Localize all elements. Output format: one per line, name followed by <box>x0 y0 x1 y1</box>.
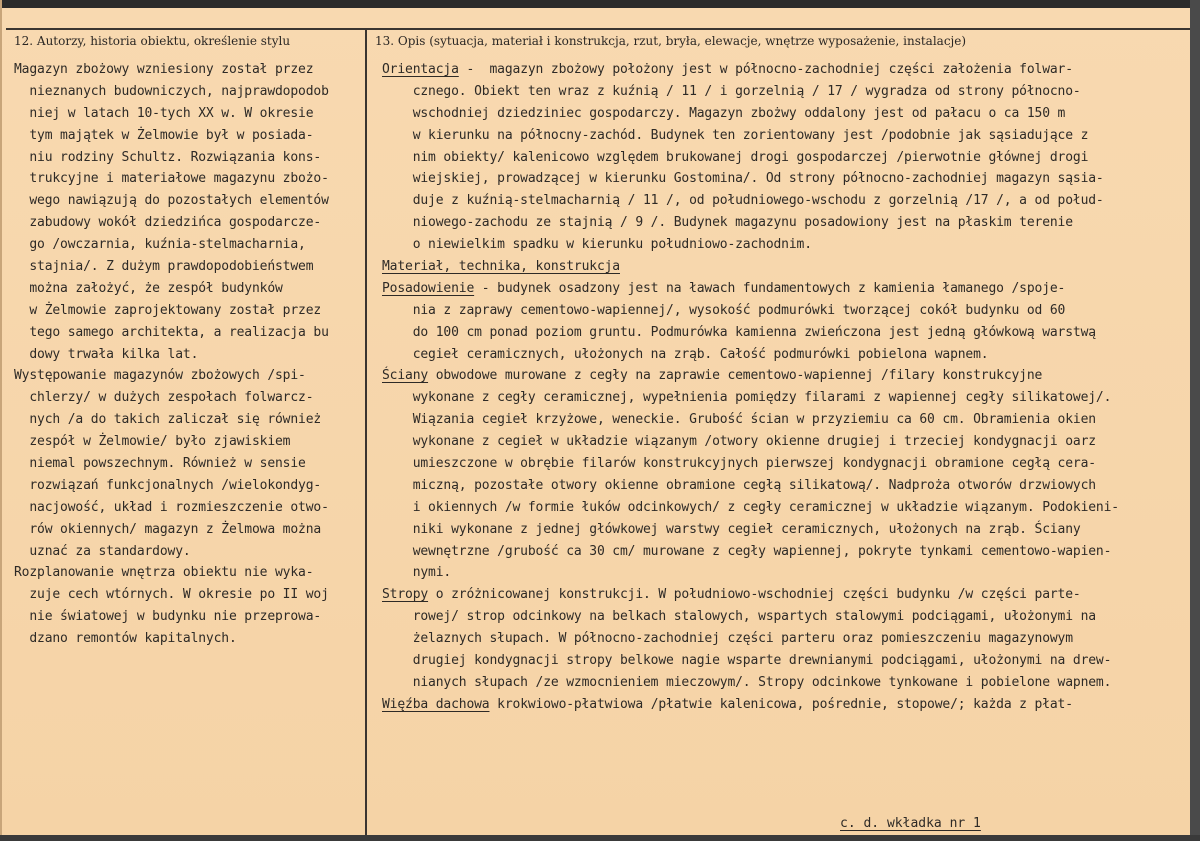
line-text: krokwiowo-płatwiowa /płatwie kalenicowa, pośrednie, stopowe/; każda z płat- <box>489 696 1073 712</box>
section-13-line <box>382 59 1192 81</box>
section-13-line <box>382 431 1192 453</box>
section-12-line: chlerzy/ w dużych zespołach folwarcz- <box>14 390 314 406</box>
line-text: i okiennych /w formie łuków odcinkowych/ z cegły ceramicznej w układzie wiązanym. Podokieni- <box>382 499 1119 515</box>
scan-edge-bottom <box>0 835 1200 841</box>
section-13-line <box>382 650 1192 672</box>
section-13-line <box>382 387 1192 409</box>
line-text: duje z kuźnią-stelmacharnią / 11 /, od południowego-wschodu z gorzelnią /17 /, a od połud- <box>382 193 1104 209</box>
section-12-line: Magazyn zbożowy wzniesiony został przez <box>14 62 314 77</box>
section-12-line: rozwiązań funkcjonalnych /wielokondyg- <box>14 477 322 493</box>
line-text: w kierunku na północny-zachód. Budynek ten zorientowany jest /podobnie jak sąsiadujące z <box>382 127 1089 143</box>
section-12-line: w Żelmowie zaprojektowany został przez <box>14 302 322 318</box>
section-13-line <box>382 672 1192 694</box>
section-13-heading: 13. Opis (sytuacja, materiał i konstrukcja, rzut, bryła, elewacje, wnętrze wyposażenie, instalacje) <box>375 34 967 48</box>
column-divider <box>365 28 367 835</box>
line-text: o niewielkim spadku w kierunku południowo-zachodnim. <box>382 237 812 253</box>
section-13-line <box>382 344 1192 366</box>
section-13-line <box>382 234 1192 256</box>
line-text: wschodniej dziedziniec gospodarczy. Magazyn zbożwy oddalony jest od pałacu o ca 150 m <box>382 105 1066 121</box>
section-13-line <box>382 322 1192 344</box>
section-12-line: zespół w Żelmowie/ było zjawiskiem <box>14 434 291 450</box>
line-text: miczną, pozostałe otwory okienne obramione cegłą silikatową/. Nadproża otworów drzwiowych <box>382 477 1096 493</box>
line-text: nymi. <box>382 565 452 581</box>
section-13-line <box>382 125 1192 147</box>
line-text: - magazyn zbożowy położony jest w północno-zachodniej części założenia folwar- <box>458 62 1073 77</box>
underlined-term: Posadowienie <box>382 280 475 296</box>
section-13-line <box>382 103 1192 125</box>
section-12-line: niej w latach 10-tych XX w. W okresie <box>14 105 314 121</box>
underlined-term: Stropy <box>382 587 429 603</box>
section-13-line <box>382 278 1192 300</box>
underlined-term: Orientacja <box>382 62 459 77</box>
section-13-line <box>382 81 1192 103</box>
section-12-line: nie światowej w budynku nie przeprowa- <box>14 609 322 625</box>
section-13-line <box>382 147 1192 169</box>
section-13-line <box>382 168 1192 190</box>
section-12-line: tym majątek w Żelmowie był w posiada- <box>14 127 314 143</box>
section-13-line <box>382 475 1192 497</box>
section-13-line <box>382 519 1192 541</box>
line-text: cegieł ceramicznych, ułożonych na zrąb. Całość podmurówki pobielona wapnem. <box>382 346 989 362</box>
section-12-line: uznać za standardowy. <box>14 543 191 559</box>
section-12-heading: 12. Autorzy, historia obiektu, określenie stylu <box>14 34 291 48</box>
scan-edge-left <box>0 0 2 841</box>
section-12-line: nych /a do takich zaliczał się również <box>14 412 322 428</box>
section-12-line: nieznanych budowniczych, najprawdopodob <box>14 83 329 99</box>
continuation-note: c. d. wkładka nr 1 <box>840 816 981 831</box>
section-13-line <box>382 409 1192 431</box>
section-13-line <box>382 584 1192 606</box>
section-13-line <box>382 694 1192 716</box>
line-text: żelaznych słupach. W północno-zachodniej części parteru oraz pomieszczeniu magazynowym <box>382 631 1073 647</box>
section-12-line: dowy trwała kilka lat. <box>14 346 199 362</box>
line-text: wewnętrzne /grubość ca 30 cm/ murowane z cegły wapiennej, pokryte tynkami cementowo-wapien- <box>382 543 1112 559</box>
header-rule <box>6 28 1190 30</box>
line-text: wykonane z cegły ceramicznej, wypełnienia pomiędzy filarami z wapiennej cegły silikatowej/. <box>382 390 1112 406</box>
section-13-line <box>382 562 1192 584</box>
section-12-line: można założyć, że zespół budynków <box>14 280 283 296</box>
line-text: drugiej kondygnacji stropy belkowe nagie wsparte drewnianymi podciągami, ułożonymi na drew- <box>382 653 1112 669</box>
section-13-line <box>382 606 1192 628</box>
line-text: o zróżnicowanej konstrukcji. W południowo-wschodniej części budynku /w części parte- <box>428 587 1081 603</box>
section-13-text <box>382 59 1192 716</box>
section-12-line: go /owczarnia, kuźnia-stelmacharnia, <box>14 237 306 253</box>
section-12-line: niu rodziny Schultz. Rozwiązania kons- <box>14 149 322 165</box>
line-text: nim obiekty/ kalenicowo względem brukowanej drogi gospodarczej /pierwotnie głównej drogi <box>382 149 1089 165</box>
section-13-line <box>382 497 1192 519</box>
section-13-line <box>382 256 1192 278</box>
scan-edge-top <box>0 0 1200 8</box>
line-text: niki wykonane z jednej główkowej warstwy cegieł ceramicznych, ułożonych na zrąb. Ściany <box>382 521 1081 537</box>
section-13-line <box>382 190 1192 212</box>
section-12-text <box>14 59 362 650</box>
section-12-line: stajnia/. Z dużym prawdopodobieństwem <box>14 259 314 275</box>
section-13-line <box>382 365 1192 387</box>
section-12-line: Występowanie magazynów zbożowych /spi- <box>14 368 306 384</box>
line-text: niowego-zachodu ze stajnią / 9 /. Budynek magazynu posadowiony jest na płaskim terenie <box>382 215 1073 231</box>
section-12-line: trukcyjne i materiałowe magazynu zbożo- <box>14 171 329 187</box>
section-12-line: nacjowość, układ i rozmieszczenie otwo- <box>14 499 329 515</box>
section-12-line: zabudowy wokół dziedzińca gospodarcze- <box>14 215 322 231</box>
section-13-line <box>382 212 1192 234</box>
line-text: wykonane z cegieł w układzie wiązanym /otwory okienne drugiej i trzeciej kondygnacji oarz <box>382 434 1096 450</box>
line-text: rowej/ strop odcinkowy na belkach stalowych, wspartych stalowymi podciągami, ułożonymi na <box>382 609 1096 625</box>
section-12-line: dzano remontów kapitalnych. <box>14 631 237 647</box>
underlined-term: Więźba dachowa <box>382 696 490 712</box>
section-13-line <box>382 628 1192 650</box>
section-12-line: Rozplanowanie wnętrza obiektu nie wyka- <box>14 565 314 581</box>
line-text: - budynek osadzony jest na ławach fundamentowych z kamienia łamanego /spoje- <box>474 280 1066 296</box>
line-text: wiejskiej, prowadzącej w kierunku Gostomina/. Od strony północno-zachodniej magazyn sąsia- <box>382 171 1104 187</box>
line-text: obwodowe murowane z cegły na zaprawie cementowo-wapiennej /filary konstrukcyjne <box>428 368 1043 384</box>
section-12-line: wego nawiązują do pozostałych elementów <box>14 193 329 209</box>
section-12-line: tego samego architekta, a realizacja bu <box>14 324 329 340</box>
section-13-line <box>382 300 1192 322</box>
line-text: nia z zaprawy cementowo-wapiennej/, wysokość podmurówki tworzącej cokół budynku od 60 <box>382 302 1066 318</box>
line-text: Wiązania cegieł krzyżowe, weneckie. Grubość ścian w przyziemiu ca 60 cm. Obramienia okien <box>382 412 1096 428</box>
underlined-term: Materiał, technika, konstrukcja <box>382 259 620 275</box>
underlined-term: Ściany <box>382 368 429 384</box>
section-12-line: rów okiennych/ magazyn z Żelmowa można <box>14 521 322 537</box>
line-text: umieszczone w obrębie filarów konstrukcyjnych pierwszej kondygnacji obramione cegłą cera- <box>382 456 1096 472</box>
line-text: cznego. Obiekt ten wraz z kuźnią / 11 / i gorzelnią / 17 / wygradza od strony północno- <box>382 83 1081 99</box>
line-text: nianych słupach /ze wzmocnieniem mieczowym/. Stropy odcinkowe tynkowane i pobielone wapnem. <box>382 674 1112 690</box>
line-text: do 100 cm ponad poziom gruntu. Podmurówka kamienna zwieńczona jest jedną główkową warstwą <box>382 324 1096 340</box>
section-13-line <box>382 541 1192 563</box>
section-12-line: niemal powszechnym. Również w sensie <box>14 456 306 472</box>
section-12-line: zuje cech wtórnych. W okresie po II woj <box>14 587 329 603</box>
section-13-line <box>382 453 1192 475</box>
